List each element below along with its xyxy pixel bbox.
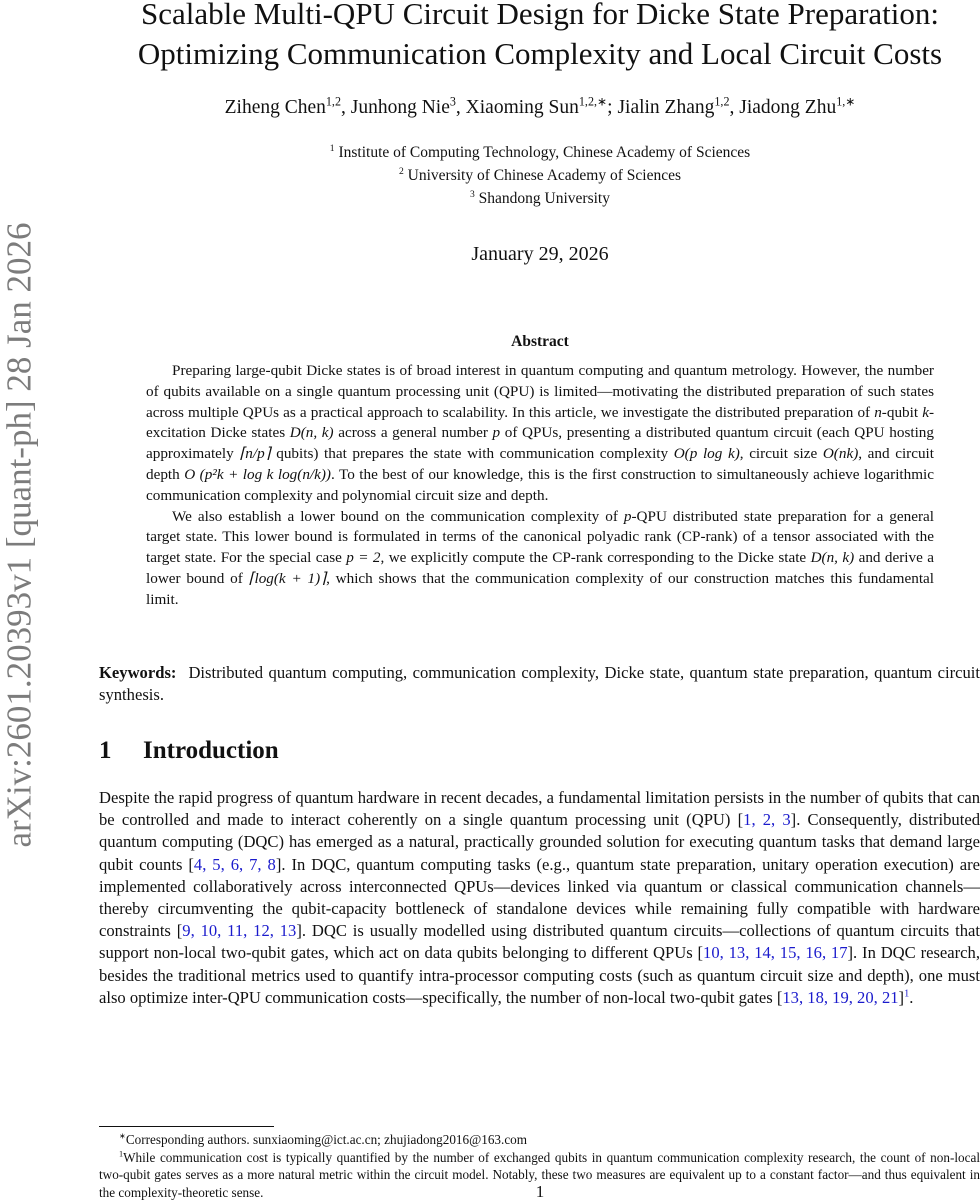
citation-link[interactable]: 10, 13, 14, 15, 16, 17 <box>703 943 848 963</box>
introduction-body <box>99 787 980 1009</box>
footnote-link[interactable]: 1 <box>904 988 910 1000</box>
keywords-label: Keywords: <box>99 663 177 682</box>
arxiv-stamp <box>0 190 40 880</box>
author: Junhong Nie$^3$, <box>350 94 466 118</box>
paper-title <box>100 0 980 74</box>
affiliation: $^1$ Institute of Computing Technology, Chinese Academy of Sciences <box>329 142 751 161</box>
keywords-text: Distributed quantum computing, communication complexity, Dicke state, quantum state preparation, quantum circuit synthesis. <box>99 663 980 704</box>
arxiv-stamp-text: arXiv:2601.20393v1 [quant-ph] 28 Jan 2026 <box>0 222 40 848</box>
abstract-paragraph-2: We also establish a lower bound on the communication complexity of p-QPU distributed state preparation for a general target state. This lower bound is formulated in terms of the canonical polyadic rank (CP-rank) of a tensor associated with the target state. For the special case p = 2, we explicitly compute the CP-rank corresponding to the Dicke state D(n, k) and derive a lower bound of ⌈log(k + 1)⌉, which shows that the communication complexity of our construction matches this fundamental limit. <box>146 507 935 608</box>
paper-date: January 29, 2026 <box>471 243 609 265</box>
citation-link[interactable]: 4, 5, 6, 7, 8 <box>193 854 276 874</box>
author: Ziheng Chen$^{1,2}$, <box>224 94 351 118</box>
title-line-2: Optimizing Communication Complexity and Local Circuit Costs <box>137 36 943 71</box>
affiliation: $^3$ Shandong University <box>470 188 610 207</box>
section-heading <box>99 737 279 765</box>
citation-link[interactable]: 13, 18, 19, 20, 21 <box>782 987 899 1007</box>
citation-link[interactable]: 9, 10, 11, 12, 13 <box>182 921 297 941</box>
affiliation: $^2$ University of Chinese Academy of Sciences <box>398 165 681 184</box>
footnote-corresponding: ∗Corresponding authors. sunxiaoming@ict.ac.cn; zhujiadong2016@163.com <box>119 1131 528 1147</box>
footnote-rule <box>99 1126 274 1127</box>
abstract-body <box>146 361 934 611</box>
author-list <box>100 94 980 119</box>
section-title: Introduction <box>143 737 279 764</box>
author: Jiadong Zhu$^{1,∗}$ <box>739 94 856 118</box>
section-number: 1 <box>99 737 112 764</box>
abstract-paragraph-1: Preparing large-qubit Dicke states is of broad interest in quantum computing and quantum metrology. However, the number of qubits available on a single quantum processing unit (QPU) is limited—motivating the distributed preparation of such states across multiple QPUs as a practical approach to scalability. In this article, we investigate the distributed preparation of n-qubit k-excitation Dicke states D(n, k) across a general number p of QPUs, presenting a distributed quantum circuit (each QPU hosting approximately ⌈n/p⌉ qubits) that prepares the state with communication complexity O(p log k), circuit size O(nk), and circuit depth O (p²k + log k log(n/k)). To the best of our knowledge, this is the first construction to simultaneously achieve logarithmic communication complexity and polynomial circuit size and depth. <box>146 362 934 504</box>
abstract-heading: Abstract <box>511 333 569 350</box>
intro-paragraph: Despite the rapid progress of quantum hardware in recent decades, a fundamental limitation persists in the number of qubits that can be controlled and made to interact coherently on a single quantum processing unit (QPU) [1, 2, 3]. Consequently, distributed quantum computing (DQC) has emerged as a natural, practically grounded solution for executing quantum tasks that demand large qubit counts [4, 5, 6, 7, 8]. In DQC, quantum computing tasks (e.g., quantum state preparation, unitary operation execution) are implemented collaboratively across interconnected QPUs—devices linked via quantum or classical communication channels—thereby circumventing the qubit-capacity bottleneck of standalone devices while remaining fully compatible with hardware constraints [9, 10, 11, 12, 13]. DQC is usually modelled using distributed quantum circuits—collections of quantum circuits that support non-local two-qubit gates, which act on data qubits belonging to different QPUs [10, 13, 14, 15, 16, 17]. In DQC research, besides the traditional metrics used to quantify intra-processor computing costs (such as quantum circuit size and depth), one must also optimize inter-QPU communication costs—specifically, the number of non-local two-qubit gates [13, 18, 19, 20, 21]$^1$. <box>99 788 980 1007</box>
citation-link[interactable]: 1, 2, 3 <box>743 810 791 830</box>
affiliations <box>100 141 980 210</box>
author: Jialin Zhang$^{1,2}$, <box>617 94 740 118</box>
author: Xiaoming Sun$^{1,2,∗}$; <box>465 94 618 118</box>
page-number: 1 <box>535 1182 545 1201</box>
keywords <box>99 662 980 706</box>
footnote-1: $^1$While communication cost is typically quantified by the number of exchanged qubits in quantum communication complexity research, the count of non-local two-qubit gates serves as a more natural metric within the circuit model. Notably, these two measures are equivalent up to a constant factor—and thus equivalent in the complexity-theoretic sense. <box>99 1149 980 1200</box>
title-line-1: Scalable Multi-QPU Circuit Design for Dicke State Preparation: <box>140 0 940 31</box>
